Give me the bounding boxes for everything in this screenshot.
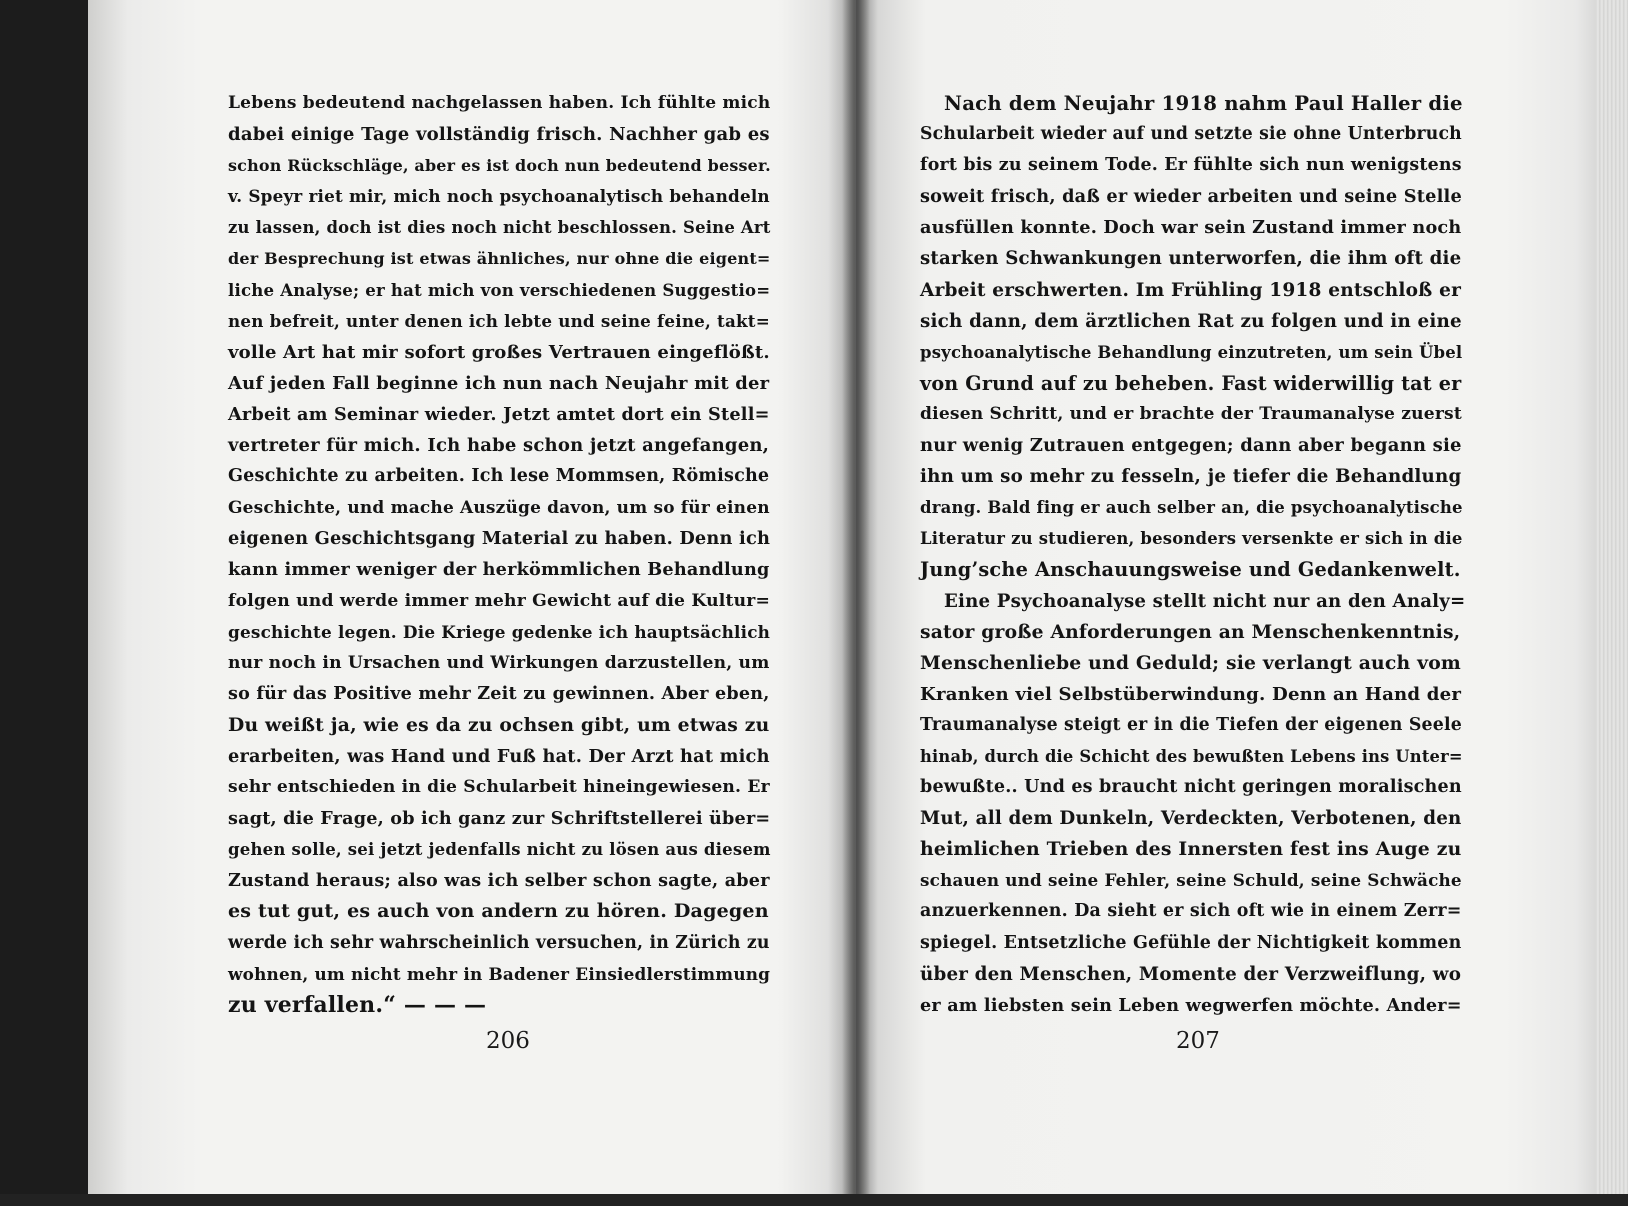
right-page: [856, 0, 1596, 1194]
text-line: starken Schwankungen unterworfen, die ihm oft die: [920, 248, 1462, 270]
text-line: bewußte.. Und es braucht nicht geringen moralischen: [920, 777, 1462, 798]
text-line: Schularbeit wieder auf und setzte sie ohne Unterbruch: [920, 124, 1462, 145]
bottom-shadow: [0, 1194, 1628, 1206]
text-line: Menschenliebe und Geduld; sie verlangt auch vom: [920, 651, 1461, 674]
text-line: anzuerkennen. Da sieht er sich oft wie in einem Zerr=: [920, 901, 1462, 922]
text-line: nur wenig Zutrauen entgegen; dann aber begann sie: [920, 435, 1462, 457]
text-line: zu lassen, doch ist dies noch nicht beschlossen. Seine Art: [228, 218, 771, 238]
text-line: sator große Anforderungen an Menschenkenntnis,: [920, 620, 1461, 643]
text-line: Geschichte zu arbeiten. Ich lese Mommsen, Römische: [228, 466, 770, 487]
text-line: Arbeit erschwerten. Im Frühling 1918 entschloß er: [920, 279, 1462, 301]
left-page-text: [228, 88, 771, 1021]
text-line: folgen und werde immer mehr Gewicht auf die Kultur=: [228, 590, 771, 611]
text-line: Arbeit am Seminar wieder. Jetzt amtet dort ein Stell=: [228, 403, 770, 425]
text-line: so für das Positive mehr Zeit zu gewinnen. Aber eben,: [228, 683, 770, 704]
text-line: Eine Psychoanalyse stellt nicht nur an den Analy=: [944, 590, 1466, 612]
text-line: Lebens bedeutend nachgelassen haben. Ich fühlte mich: [228, 93, 771, 113]
text-line: dabei einige Tage vollständig frisch. Nachher gab es: [228, 124, 770, 146]
text-line: der Besprechung ist etwas ähnliches, nur ohne die eigent=: [228, 249, 771, 269]
text-line: er am liebsten sein Leben wegwerfen möchte. Ander=: [920, 994, 1462, 1016]
text-line: wohnen, um nicht mehr in Badener Einsiedlerstimmung: [228, 963, 771, 984]
text-line: nur noch in Ursachen und Wirkungen darzustellen, um: [228, 652, 770, 673]
text-line: kann immer weniger der herkömmlichen Behandlung: [228, 559, 770, 581]
text-line: Auf jeden Fall beginne ich nun nach Neujahr mit der: [228, 372, 770, 394]
text-line: psychoanalytische Behandlung einzutreten, um sein Übel: [920, 342, 1463, 362]
text-line: zu verfallen.“ — — —: [228, 991, 487, 1018]
text-line: nen befreit, unter denen ich lebte und seine feine, takt=: [228, 310, 770, 331]
text-line: schon Rückschläge, aber es ist doch nun bedeutend besser.: [228, 156, 771, 176]
text-line: es tut gut, es auch von andern zu hören. Dagegen: [228, 900, 769, 923]
text-line: Mut, all dem Dunkeln, Verdeckten, Verbotenen, den: [920, 808, 1462, 830]
text-line: gehen solle, sei jetzt jedenfalls nicht zu lösen aus diesem: [228, 839, 771, 860]
text-line: Literatur zu studieren, besonders versenkte er sich in die: [920, 529, 1463, 549]
text-line: diesen Schritt, und er brachte der Traumanalyse zuerst: [920, 403, 1462, 424]
right-page-text: [920, 88, 1466, 1021]
text-line: Nach dem Neujahr 1918 nahm Paul Haller die: [944, 92, 1463, 115]
text-line: sehr entschieden in die Schularbeit hineingewiesen. Er: [228, 777, 770, 798]
text-line: heimlichen Trieben des Innersten fest ins Auge zu: [920, 838, 1462, 861]
text-line: werde ich sehr wahrscheinlich versuchen, in Zürich zu: [228, 932, 770, 953]
page-number: 207: [1176, 1028, 1220, 1054]
text-line: erarbeiten, was Hand und Fuß hat. Der Arzt hat mich: [228, 745, 770, 767]
text-line: v. Speyr riet mir, mich noch psychoanalytisch behandeln: [228, 186, 770, 207]
text-line: geschichte legen. Die Kriege gedenke ich hauptsächlich: [228, 621, 771, 642]
text-line: schauen und seine Fehler, seine Schuld, seine Schwäche: [920, 870, 1462, 891]
text-line: soweit frisch, daß er wieder arbeiten und seine Stelle: [920, 186, 1462, 208]
text-line: sagt, die Frage, ob ich ganz zur Schriftstellerei über=: [228, 808, 771, 830]
text-line: Zustand heraus; also was ich selber schon sagte, aber: [228, 870, 770, 892]
text-line: eigenen Geschichtsgang Material zu haben. Denn ich: [228, 528, 771, 550]
text-line: ausfüllen konnte. Doch war sein Zustand immer noch: [920, 217, 1462, 239]
text-line: drang. Bald fing er auch selber an, die psychoanalytische: [920, 498, 1463, 518]
text-line: spiegel. Entsetzliche Gefühle der Nichtigkeit kommen: [920, 932, 1462, 953]
book-gutter-shadow: [842, 0, 870, 1194]
text-line: vertreter für mich. Ich habe schon jetzt angefangen,: [228, 435, 770, 457]
text-line: fort bis zu seinem Tode. Er fühlte sich nun wenigstens: [920, 155, 1462, 176]
text-line: volle Art hat mir sofort großes Vertrauen eingeflößt.: [228, 341, 770, 363]
text-line: von Grund auf zu beheben. Fast widerwillig tat er: [920, 371, 1462, 395]
text-line: hinab, durch die Schicht des bewußten Lebens ins Unter=: [920, 746, 1463, 766]
text-line: Kranken viel Selbstüberwindung. Denn an Hand der: [920, 683, 1462, 705]
text-line: Du weißt ja, wie es da zu ochsen gibt, um etwas zu: [228, 713, 770, 736]
text-line: liche Analyse; er hat mich von verschiedenen Suggestio=: [228, 279, 771, 300]
text-line: sich dann, dem ärztlichen Rat zu folgen und in eine: [920, 310, 1462, 332]
page-number: 206: [486, 1028, 530, 1054]
text-line: Traumanalyse steigt er in die Tiefen der eigenen Seele: [920, 714, 1463, 735]
text-line: Jung’sche Anschauungsweise und Gedankenwelt.: [920, 558, 1461, 582]
left-page: [88, 0, 856, 1194]
page-edges: [1596, 0, 1628, 1194]
text-line: über den Menschen, Momente der Verzweiflung, wo: [920, 963, 1462, 985]
text-line: ihn um so mehr zu fesseln, je tiefer die Behandlung: [920, 466, 1462, 488]
text-line: Geschichte, und mache Auszüge davon, um so für einen: [228, 497, 770, 518]
